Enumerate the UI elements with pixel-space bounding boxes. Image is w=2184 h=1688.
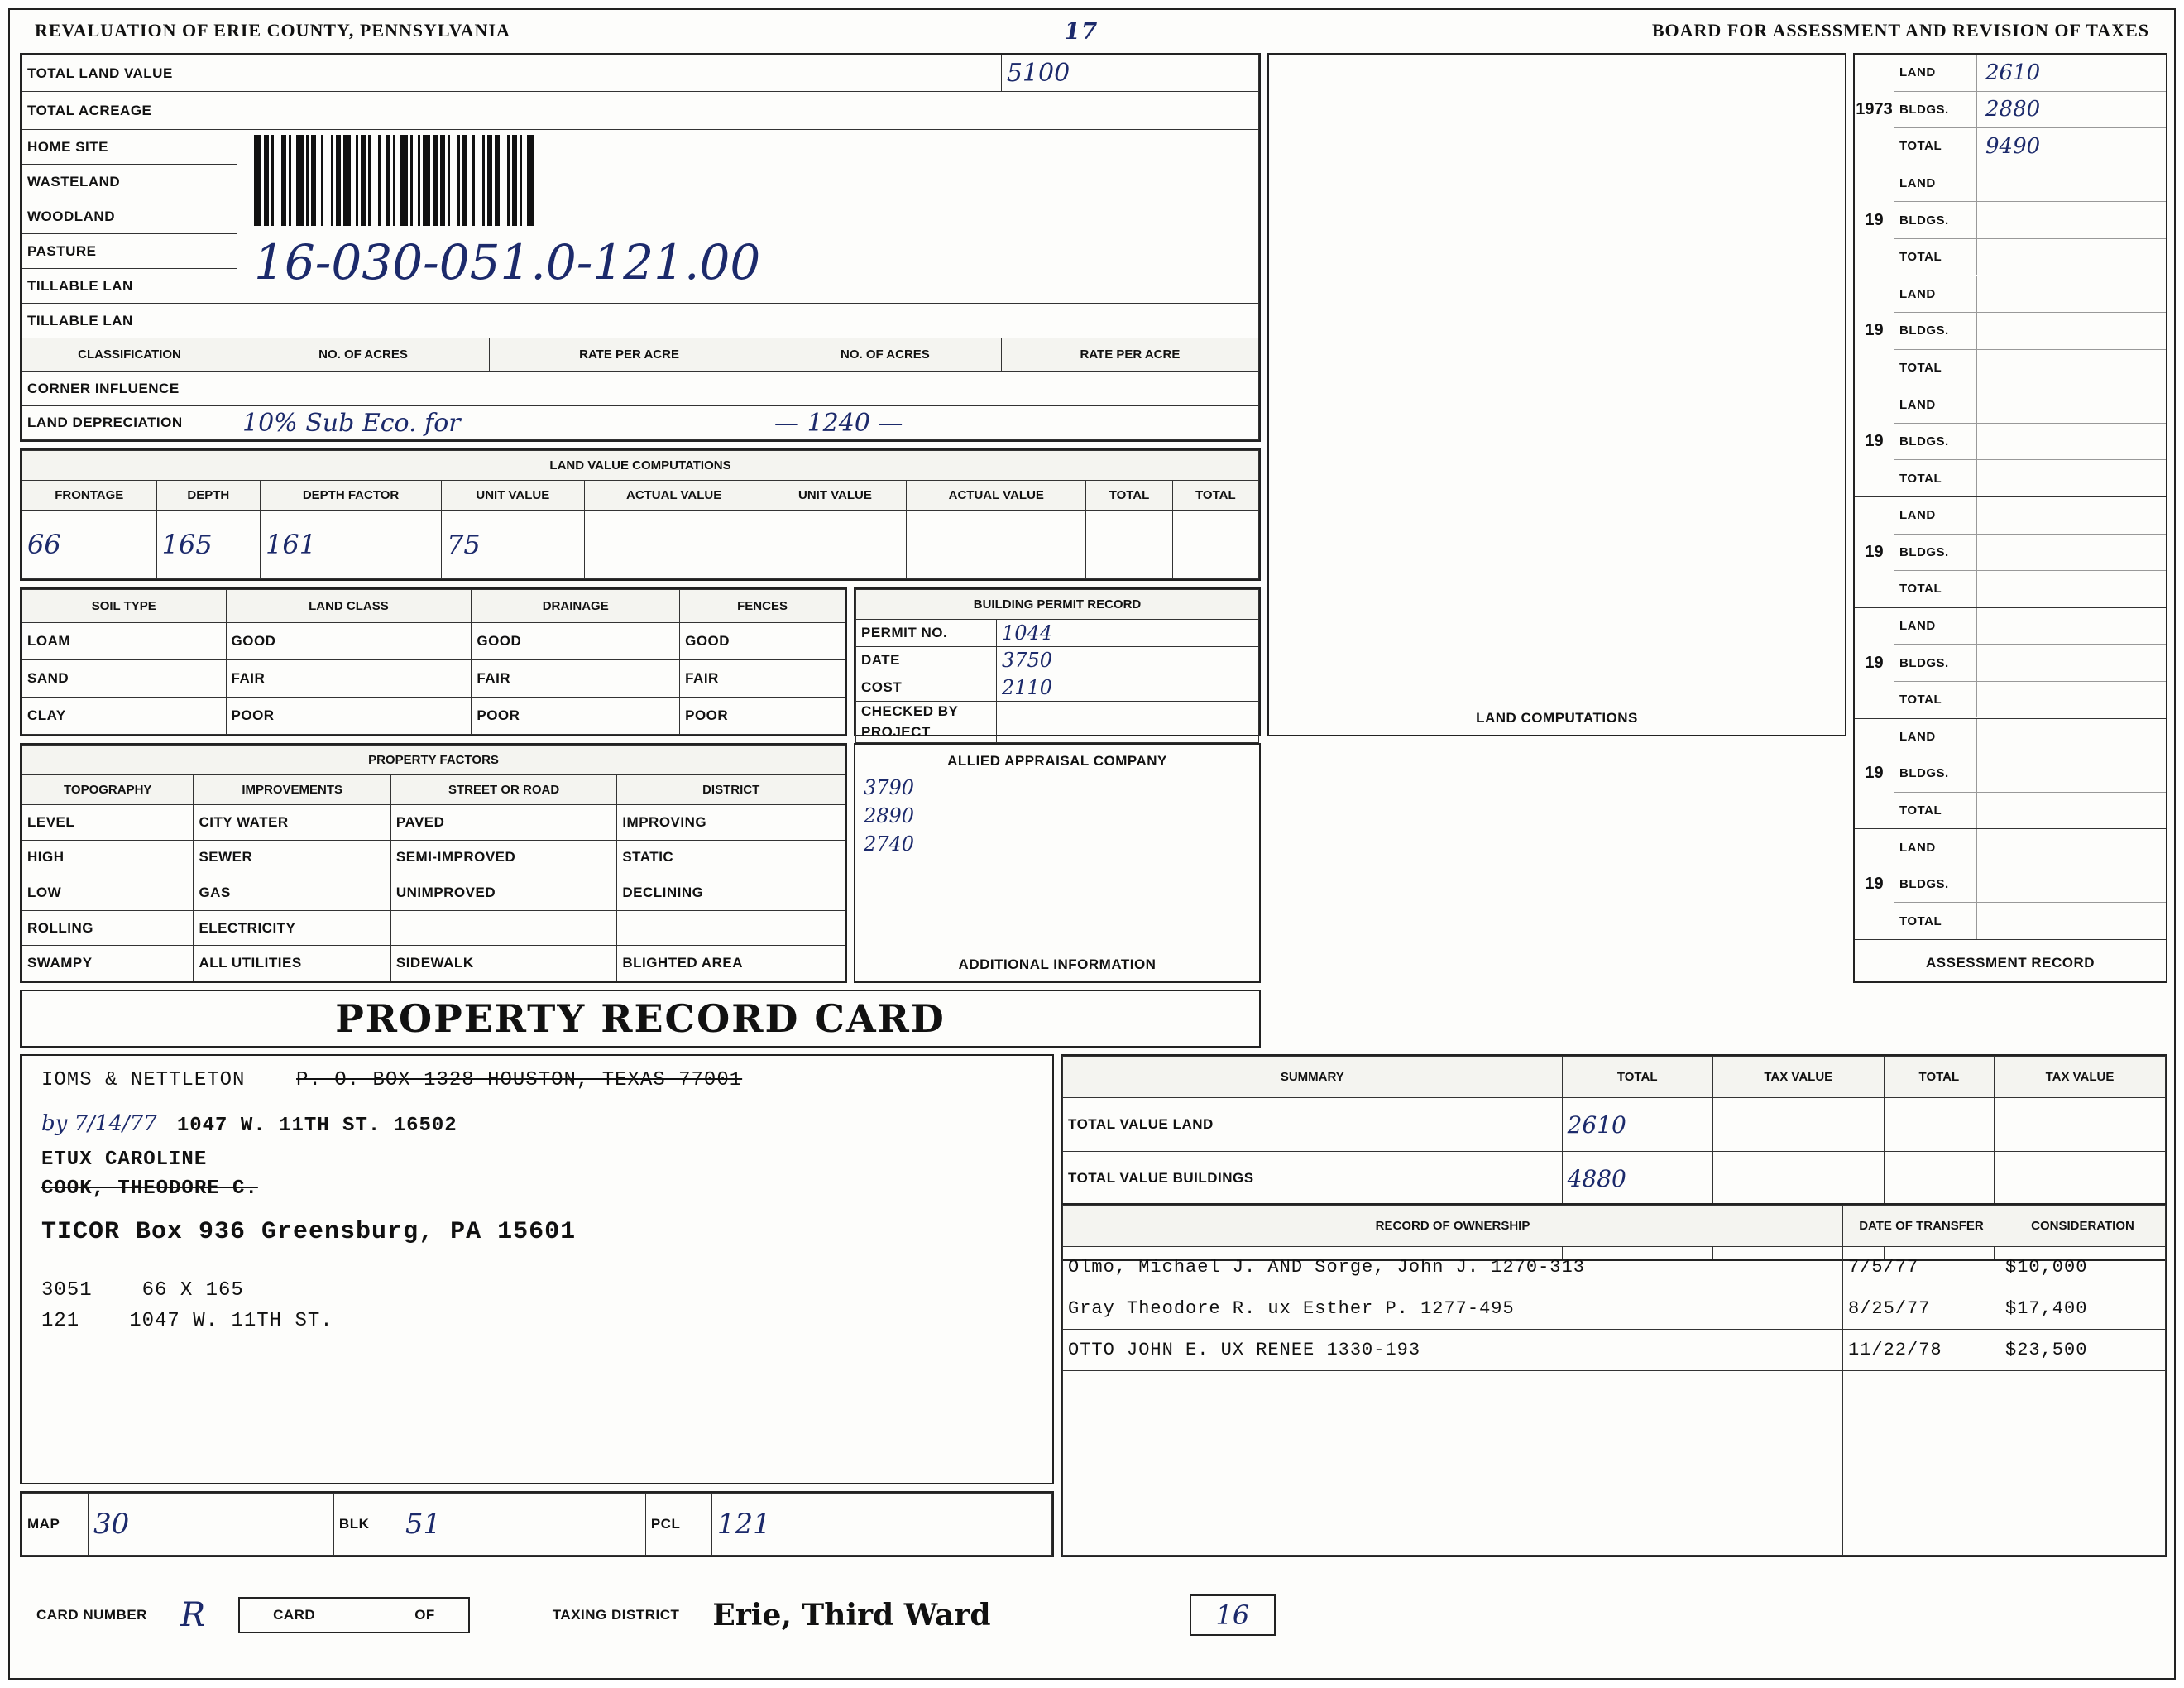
assessment-row xyxy=(1894,755,2166,793)
barcode-bar xyxy=(534,135,537,226)
land-depreciation-note: 10% Sub Eco. for xyxy=(237,406,769,440)
rate-header-2: RATE PER ACRE xyxy=(1001,338,1258,372)
card-number-value: R xyxy=(180,1596,206,1634)
assessment-row-label: BLDGS. xyxy=(1894,866,1977,903)
assessment-row-value xyxy=(1977,866,2166,903)
lot-line-2 xyxy=(41,1310,1032,1332)
assessment-row-label: BLDGS. xyxy=(1894,202,1977,238)
assessment-year: 19 xyxy=(1855,165,1894,276)
assessment-row-value xyxy=(1977,313,2166,349)
assessment-row xyxy=(1894,866,2166,904)
land-depreciation-value: — 1240 — xyxy=(769,406,1259,440)
pf-h-street: STREET OR ROAD xyxy=(390,775,616,805)
assessment-row-value xyxy=(1977,165,2166,202)
lvc-title: LAND VALUE COMPUTATIONS xyxy=(22,451,1259,481)
ownership-title: RECORD OF OWNERSHIP xyxy=(1063,1206,1843,1247)
barcode-bar xyxy=(400,135,408,226)
pf-rolling: ROLLING xyxy=(22,910,194,946)
assessment-row-value xyxy=(1977,608,2166,645)
assessment-section xyxy=(1853,53,2167,983)
ownership-date-1: 7/5/77 xyxy=(1843,1247,2000,1288)
assessment-row xyxy=(1894,535,2166,572)
rate-header-1: RATE PER ACRE xyxy=(490,338,769,372)
ownership-date-2: 8/25/77 xyxy=(1843,1288,2000,1330)
assessment-row-value: 2610 xyxy=(1985,60,2041,85)
assessment-year: 19 xyxy=(1855,608,1894,718)
lvc-depth-factor: 161 xyxy=(261,511,442,579)
row-woodland: WOODLAND xyxy=(22,199,237,234)
pf-h-topography: TOPOGRAPHY xyxy=(22,775,194,805)
ownership-section xyxy=(1061,1203,2167,1557)
assessment-block xyxy=(1855,497,2166,608)
assessment-block xyxy=(1855,165,2166,276)
barcode-bar xyxy=(500,135,507,226)
assessment-row-label: LAND xyxy=(1894,165,1977,202)
parcel-number: 16-030-051.0-121.00 xyxy=(254,234,761,290)
pcl-value: 121 xyxy=(711,1494,1051,1556)
fences-fair: FAIR xyxy=(680,660,845,698)
assessment-row-label: TOTAL xyxy=(1894,903,1977,939)
row-pasture: PASTURE xyxy=(22,234,237,269)
soil-table xyxy=(22,589,845,735)
assessment-row xyxy=(1894,202,2166,239)
land-value-table xyxy=(22,55,1259,440)
assessment-row xyxy=(1894,239,2166,276)
assessment-row-value: 9490 xyxy=(1985,133,2041,159)
barcode-bar xyxy=(475,135,482,226)
assessment-rows xyxy=(1894,55,2166,165)
row-total-acreage: TOTAL ACREAGE xyxy=(22,92,237,130)
lvc-h-actual-value-1: ACTUAL VALUE xyxy=(584,481,764,511)
ownership-consideration-1: $10,000 xyxy=(2000,1247,2166,1288)
assessment-row xyxy=(1894,386,2166,424)
summary-land-total: 2610 xyxy=(1562,1098,1712,1152)
pf-paved: PAVED xyxy=(390,805,616,841)
assessment-row xyxy=(1894,497,2166,535)
assessment-row-value xyxy=(1977,460,2166,496)
summary-bldgs-label: TOTAL VALUE BUILDINGS xyxy=(1063,1152,1563,1206)
summary-bldgs-total: 4880 xyxy=(1562,1152,1712,1206)
assessment-row xyxy=(1894,608,2166,645)
soil-section xyxy=(20,587,847,736)
ownership-consideration-3: $23,500 xyxy=(2000,1330,2166,1371)
drainage-poor: POOR xyxy=(472,698,680,735)
taxing-district-value: Erie, Third Ward xyxy=(712,1598,991,1633)
assessment-block xyxy=(1855,719,2166,830)
map-label: MAP xyxy=(22,1494,89,1556)
assessment-rows xyxy=(1894,165,2166,276)
card-number-label: CARD NUMBER xyxy=(36,1607,147,1623)
assessment-block xyxy=(1855,276,2166,387)
assessment-row-label: TOTAL xyxy=(1894,793,1977,829)
barcode-bar xyxy=(371,135,378,226)
permit-project-value xyxy=(997,722,1259,743)
building-permit-section xyxy=(854,587,1261,740)
drainage-fair: FAIR xyxy=(472,660,680,698)
lvc-h-total-1: TOTAL xyxy=(1086,481,1172,511)
ownership-empty-2 xyxy=(1843,1371,2000,1556)
assessment-row xyxy=(1894,165,2166,203)
ticor-line: TICOR Box 936 Greensburg, PA 15601 xyxy=(41,1218,577,1246)
lot-code: 3051 xyxy=(41,1279,93,1302)
barcode-bar xyxy=(254,135,261,226)
assessment-row-value xyxy=(1977,719,2166,755)
assessment-row-value xyxy=(1977,239,2166,276)
pf-all-utilities: ALL UTILITIES xyxy=(194,946,390,981)
assessment-block xyxy=(1855,829,2166,940)
assessment-year: 19 xyxy=(1855,497,1894,607)
summary-h-tax-1: TAX VALUE xyxy=(1712,1057,1884,1098)
summary-land-tax-2 xyxy=(1994,1098,2165,1152)
corner-influence-label: CORNER INFLUENCE xyxy=(22,372,237,406)
assessment-row-label: TOTAL xyxy=(1894,128,1977,165)
assessment-row-value xyxy=(1977,793,2166,829)
property-factors-section xyxy=(20,743,847,983)
property-record-card xyxy=(8,8,2176,1680)
assessment-row-value xyxy=(1977,202,2166,238)
lvc-h-total-2: TOTAL xyxy=(1172,481,1258,511)
assessment-row xyxy=(1894,682,2166,718)
owner-address: 1047 W. 11TH ST. 16502 xyxy=(176,1115,457,1137)
assessment-row-label: LAND xyxy=(1894,497,1977,534)
soil-h-fences: FENCES xyxy=(680,590,845,623)
map-value: 30 xyxy=(89,1494,334,1556)
pf-static: STATIC xyxy=(617,840,845,875)
soil-h-type: SOIL TYPE xyxy=(22,590,227,623)
additional-note-3: 2740 xyxy=(864,832,915,856)
fences-good: GOOD xyxy=(680,623,845,660)
ownership-table xyxy=(1062,1205,2166,1556)
lvc-h-unit-value-1: UNIT VALUE xyxy=(442,481,584,511)
assessment-row xyxy=(1894,424,2166,461)
owner-name-struck: COOK, THEODORE C. xyxy=(41,1177,258,1200)
permit-date-note: 3750 xyxy=(997,647,1259,674)
additional-info-title: ADDITIONAL INFORMATION xyxy=(958,957,1157,972)
header-right: BOARD FOR ASSESSMENT AND REVISION OF TAXES xyxy=(1651,20,2149,41)
land-class-poor: POOR xyxy=(226,698,472,735)
land-value-section xyxy=(20,53,1261,442)
assessment-rows xyxy=(1894,608,2166,718)
assessment-row xyxy=(1894,313,2166,350)
assessment-rows xyxy=(1894,829,2166,939)
summary-h-total-1: TOTAL xyxy=(1562,1057,1712,1098)
land-value-computations xyxy=(20,448,1261,581)
total-land-value-label: TOTAL LAND VALUE xyxy=(22,55,237,92)
assessment-row-label: LAND xyxy=(1894,829,1977,866)
property-factors-table xyxy=(22,745,845,981)
company-address: P. O. BOX 1328 HOUSTON, TEXAS 77001 xyxy=(296,1069,743,1091)
assessment-row-label: TOTAL xyxy=(1894,350,1977,386)
assessment-row-label: BLDGS. xyxy=(1894,535,1977,571)
permit-no-note: 1044 xyxy=(997,620,1259,647)
map-blk-pcl xyxy=(20,1491,1054,1557)
owner-section xyxy=(20,1054,1054,1484)
permit-cost-note: 2110 xyxy=(997,674,1259,702)
assessment-rows xyxy=(1894,497,2166,607)
of-label: OF xyxy=(414,1607,435,1623)
assessment-row xyxy=(1894,92,2166,129)
property-factors-title: PROPERTY FACTORS xyxy=(22,746,845,775)
assessment-row-value: 2880 xyxy=(1985,97,2041,122)
date-address-line xyxy=(41,1111,1032,1137)
summary-h-tax-2: TAX VALUE xyxy=(1994,1057,2165,1098)
assessment-row-label: LAND xyxy=(1894,276,1977,313)
additional-info-section xyxy=(854,743,1261,983)
lot-address: 1047 W. 11TH ST. xyxy=(129,1310,333,1332)
assessment-row-value xyxy=(1977,350,2166,386)
assessment-row-label: BLDGS. xyxy=(1894,313,1977,349)
pf-empty-1 xyxy=(390,910,616,946)
ownership-owner-3: OTTO JOHN E. UX RENEE 1330-193 xyxy=(1063,1330,1843,1371)
permit-checked-value xyxy=(997,702,1259,722)
assessment-block xyxy=(1855,55,2166,165)
assessment-row-value xyxy=(1977,903,2166,939)
assessment-row-label: BLDGS. xyxy=(1894,92,1977,128)
pf-electricity: ELECTRICITY xyxy=(194,910,390,946)
card-header xyxy=(10,17,2174,45)
assessment-row-value xyxy=(1977,755,2166,792)
assessment-row xyxy=(1894,276,2166,314)
assessment-row-label: TOTAL xyxy=(1894,460,1977,496)
assessment-row-value xyxy=(1977,682,2166,718)
pf-low: LOW xyxy=(22,875,194,911)
assessment-row xyxy=(1894,128,2166,165)
summary-land-label: TOTAL VALUE LAND xyxy=(1063,1098,1563,1152)
header-left: REVALUATION OF ERIE COUNTY, PENNSYLVANIA xyxy=(35,20,510,41)
total-land-value: 5100 xyxy=(1001,55,1258,92)
barcode-bar xyxy=(274,135,281,226)
assessment-row-value xyxy=(1977,497,2166,534)
assessment-title: ASSESSMENT RECORD xyxy=(1925,955,2095,971)
company-name: IOMS & NETTLETON xyxy=(41,1069,246,1091)
lvc-h-unit-value-2: UNIT VALUE xyxy=(764,481,906,511)
assessment-year: 19 xyxy=(1855,276,1894,386)
ownership-owner-1: Olmo, Michael J. AND Sorge, John J. 1270-313 xyxy=(1063,1247,1843,1288)
lvc-h-frontage: FRONTAGE xyxy=(22,481,157,511)
lvc-h-depth: DEPTH xyxy=(156,481,260,511)
assessment-row-label: LAND xyxy=(1894,55,1977,91)
ownership-empty-1 xyxy=(1063,1371,1843,1556)
assessment-rows xyxy=(1894,386,2166,496)
lvc-unit-value: 75 xyxy=(442,511,584,579)
pf-swampy: SWAMPY xyxy=(22,946,194,981)
assessment-row-label: BLDGS. xyxy=(1894,645,1977,681)
ownership-date-3: 11/22/78 xyxy=(1843,1330,2000,1371)
pf-blighted: BLIGHTED AREA xyxy=(617,946,845,981)
lvc-depth: 165 xyxy=(156,511,260,579)
permit-checked-label: CHECKED BY xyxy=(856,702,997,722)
row-tillable-2: TILLABLE LAN xyxy=(22,304,237,338)
land-computations-title: LAND COMPUTATIONS xyxy=(1476,710,1638,726)
land-class-good: GOOD xyxy=(226,623,472,660)
blk-label: BLK xyxy=(333,1494,400,1556)
assessment-row-label: BLDGS. xyxy=(1894,424,1977,460)
ownership-consideration-header: CONSIDERATION xyxy=(2000,1206,2166,1247)
lvc-cell-9 xyxy=(1172,511,1258,579)
assessment-rows xyxy=(1894,276,2166,386)
summary-bldgs-tax-2 xyxy=(1994,1152,2165,1206)
assessment-row-value xyxy=(1977,829,2166,866)
summary-land-total-2 xyxy=(1884,1098,1994,1152)
barcode-bar xyxy=(450,135,457,226)
allied-company: ALLIED APPRAISAL COMPANY xyxy=(947,753,1167,769)
ownership-empty-3 xyxy=(2000,1371,2166,1556)
permit-cost-label: COST xyxy=(856,674,997,702)
barcode-bar xyxy=(423,135,430,226)
card-footer xyxy=(20,1566,2167,1665)
acres-header-1: NO. OF ACRES xyxy=(237,338,490,372)
assessment-row xyxy=(1894,460,2166,496)
permit-no-label: PERMIT NO. xyxy=(856,620,997,647)
ownership-owner-2: Gray Theodore R. ux Esther P. 1277-495 xyxy=(1063,1288,1843,1330)
summary-h-total-2: TOTAL xyxy=(1884,1057,1994,1098)
assessment-row xyxy=(1894,903,2166,939)
assessment-year: 19 xyxy=(1855,829,1894,939)
assessment-row-value xyxy=(1977,571,2166,607)
lot-line-1 xyxy=(41,1279,1032,1302)
additional-note-1: 3790 xyxy=(864,776,915,799)
company-line xyxy=(41,1069,1032,1091)
assessment-block xyxy=(1855,386,2166,497)
additional-note-2: 2890 xyxy=(864,804,915,827)
card-label: CARD xyxy=(273,1607,316,1623)
barcode-bar xyxy=(323,135,331,226)
pf-semi-improved: SEMI-IMPROVED xyxy=(390,840,616,875)
classification-header: CLASSIFICATION xyxy=(22,338,237,372)
permit-project-label: PROJECT xyxy=(856,722,997,743)
summary-h-label: SUMMARY xyxy=(1063,1057,1563,1098)
soil-loam: LOAM xyxy=(22,623,227,660)
pf-gas: GAS xyxy=(194,875,390,911)
pf-sewer: SEWER xyxy=(194,840,390,875)
assessment-row xyxy=(1894,55,2166,92)
assessment-year: 1973 xyxy=(1855,55,1894,165)
ward-box: 16 xyxy=(1190,1594,1276,1636)
assessment-row-value xyxy=(1977,424,2166,460)
lvc-cell-5 xyxy=(584,511,764,579)
ownership-date-header: DATE OF TRANSFER xyxy=(1843,1206,2000,1247)
lvc-cell-7 xyxy=(907,511,1086,579)
pf-h-district: DISTRICT xyxy=(617,775,845,805)
taxing-district-label: TAXING DISTRICT xyxy=(552,1607,680,1623)
title-band xyxy=(20,990,1261,1048)
assessment-year: 19 xyxy=(1855,386,1894,496)
assessment-row-value xyxy=(1977,535,2166,571)
assessment-row xyxy=(1894,645,2166,682)
drainage-good: GOOD xyxy=(472,623,680,660)
date-note: by 7/14/77 xyxy=(41,1111,157,1136)
assessment-row xyxy=(1894,571,2166,607)
permit-title: BUILDING PERMIT RECORD xyxy=(856,590,1259,620)
row-tillable-1: TILLABLE LAN xyxy=(22,269,237,304)
pf-declining: DECLINING xyxy=(617,875,845,911)
pf-city-water: CITY WATER xyxy=(194,805,390,841)
summary-land-tax xyxy=(1712,1098,1884,1152)
assessment-row-value xyxy=(1977,386,2166,423)
lvc-h-depth-factor: DEPTH FACTOR xyxy=(261,481,442,511)
permit-date-label: DATE xyxy=(856,647,997,674)
barcode-bar xyxy=(296,135,304,226)
land-computations-section xyxy=(1267,53,1846,736)
assessment-row xyxy=(1894,793,2166,829)
pf-improving: IMPROVING xyxy=(617,805,845,841)
permit-table xyxy=(855,589,1259,743)
soil-clay: CLAY xyxy=(22,698,227,735)
pf-empty-2 xyxy=(617,910,845,946)
pf-unimproved: UNIMPROVED xyxy=(390,875,616,911)
assessment-blocks xyxy=(1855,55,2166,940)
assessment-row-label: TOTAL xyxy=(1894,571,1977,607)
assessment-row xyxy=(1894,350,2166,386)
assessment-row-label: TOTAL xyxy=(1894,239,1977,276)
assessment-row-label: TOTAL xyxy=(1894,682,1977,718)
soil-h-land-class: LAND CLASS xyxy=(226,590,472,623)
assessment-row xyxy=(1894,829,2166,866)
assessment-block xyxy=(1855,608,2166,719)
lvc-cell-8 xyxy=(1086,511,1172,579)
summary-bldgs-total-2 xyxy=(1884,1152,1994,1206)
assessment-row-value xyxy=(1977,276,2166,313)
land-depreciation-label: LAND DEPRECIATION xyxy=(22,406,237,440)
ownership-consideration-2: $17,400 xyxy=(2000,1288,2166,1330)
barcode-bar xyxy=(343,135,351,226)
lvc-frontage: 66 xyxy=(22,511,157,579)
assessment-year: 19 xyxy=(1855,719,1894,829)
etux-line: ETUX CAROLINE xyxy=(41,1149,208,1171)
summary-bldgs-tax xyxy=(1712,1152,1884,1206)
fences-poor: POOR xyxy=(680,698,845,735)
top-mark: 17 xyxy=(1064,17,1099,45)
acres-header-2: NO. OF ACRES xyxy=(769,338,1002,372)
barcode-bar xyxy=(527,135,534,226)
assessment-rows xyxy=(1894,719,2166,829)
assessment-row-label: BLDGS. xyxy=(1894,755,1977,792)
soil-sand: SAND xyxy=(22,660,227,698)
pf-h-improvements: IMPROVEMENTS xyxy=(194,775,390,805)
soil-h-drainage: DRAINAGE xyxy=(472,590,680,623)
row-wasteland: WASTELAND xyxy=(22,165,237,199)
blk-value: 51 xyxy=(400,1494,645,1556)
assessment-row-label: LAND xyxy=(1894,719,1977,755)
lot-dims: 66 X 165 xyxy=(141,1279,244,1302)
lvc-h-actual-value-2: ACTUAL VALUE xyxy=(907,481,1086,511)
pf-high: HIGH xyxy=(22,840,194,875)
lot-number: 121 xyxy=(41,1310,80,1332)
card-of-box xyxy=(238,1597,470,1633)
lvc-cell-6 xyxy=(764,511,906,579)
assessment-row xyxy=(1894,719,2166,756)
lvc-table xyxy=(22,450,1259,579)
pf-level: LEVEL xyxy=(22,805,194,841)
pf-sidewalk: SIDEWALK xyxy=(390,946,616,981)
map-blk-pcl-table xyxy=(22,1493,1052,1556)
pcl-label: PCL xyxy=(645,1494,711,1556)
assessment-row-value xyxy=(1977,645,2166,681)
parcel-barcode xyxy=(254,135,1242,226)
land-class-fair: FAIR xyxy=(226,660,472,698)
card-title: PROPERTY RECORD CARD xyxy=(335,996,946,1041)
assessment-row-label: LAND xyxy=(1894,386,1977,423)
assessment-row-label: LAND xyxy=(1894,608,1977,645)
row-home-site: HOME SITE xyxy=(22,130,237,165)
